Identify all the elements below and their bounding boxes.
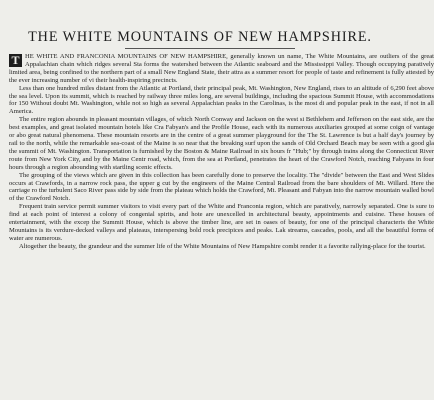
paragraph-1 (9, 53, 434, 85)
paragraph-2: Less than one hundred miles distant from the Atlantic at Portland, their principal peak, Mt. Washington, New England, rises to an altitude of 6,290 feet above the sea level. Upon its summit, which is reached by railway three miles long, are several buildings, including the spacious Summit House, with accommodations for 150 Without doubt Mt. Washington, while not so high as several Appalachian peaks in the Carolinas, is the most di and popular peak in the east, if not in all America. (9, 84, 434, 116)
page-title: THE WHITE MOUNTAINS OF NEW HAMPSHIRE. (28, 29, 372, 45)
paragraph-6: Altogether the beauty, the grandeur and the summer life of the White Mountains of New Hampshire combi render it a favorite rallying-place for the tourist. (19, 242, 426, 250)
lead-text: HE WHITE AND FRANCONIA MOUNTAINS OF NEW HAMPSHIRE, (25, 53, 228, 60)
paragraph-4: The grouping of the views which are given in this collection has been carefully done to preserve the locality. The "divide" between the East and West Slides occurs at Crawfords, in a narrow rock pass, the upper g cut by the engineers of the Maine Central Railroad from the bare shoulders of Mt. Willard. Here the carriage ro the turbulent Saco River pass side by side from the plateau which holds the Crawford, Mt. Pleasant and Fabyan into the narrow mountain walled bowl of the Crawford Notch. (9, 171, 434, 203)
drop-cap: T (9, 54, 22, 67)
paragraph-3: The entire region abounds in pleasant mountain villages, of which North Conway and Jackson on the west si Bethlehem and Jefferson on the east side, are the best examples, and great isolated mountain hotels like Cra Fabyan's and the Profile House, each with its numerous auxiliaries grouped at some coign of vantage or abo great natural phenomena. These mountain resorts are in the centre of a great summer playground for the The St. Lawrence is but a half day's journey by rail to the north, while the remarkable sea-coast of the Maine is so near that the breaking surf upon the sands of Old Orchard Beach may be seen with a good gla the summit of Mt. Washington. Transportation is furnished by the Boston & Maine Railroad in six hours fr "Hub;" by through trains along the Connecticut River route from New York City, and by the Maine Centr road, which, from the sea at Portland, penetrates the heart of the Crawford Notch, reaching Fabyans in four hours through a region abounding with startling scenic effects. (9, 116, 434, 171)
paragraph-5: Frequent train service permit summer visitors to visit every part of the White and Franconia region, which are paratively, narrowly separated. One is sure to find at each point of interest a colony of congenial spirits, and hote are unexcelled in architectural beauty, appointments and cuisine. These houses of entertainment, with the excep the Summit House, which is above the timber line, are set in oases of beauty, for one of the principal characteris the White Mountains is its verdure-decked valleys and plateaus, interspersing bold rock precipices and peaks. Lak streams, cascades, pools, and all the beautiful forms of water are numerous. (9, 203, 434, 242)
paragraph-1-text: generally known un name, The White Mountains, are outliers of the great Appalachian chain which ridges several Sta forms the watershed between the Atlantic seaboard and the Mississippi Valley. Though occupying paratively limited area, being confined to the northern part of a small New England State, their attra as a summer resort for people of taste and refinement is fully attested by the ever increasing number of vi their health-inspiring precincts. (9, 53, 434, 84)
article-body (9, 53, 434, 251)
title-rule (125, 48, 295, 49)
